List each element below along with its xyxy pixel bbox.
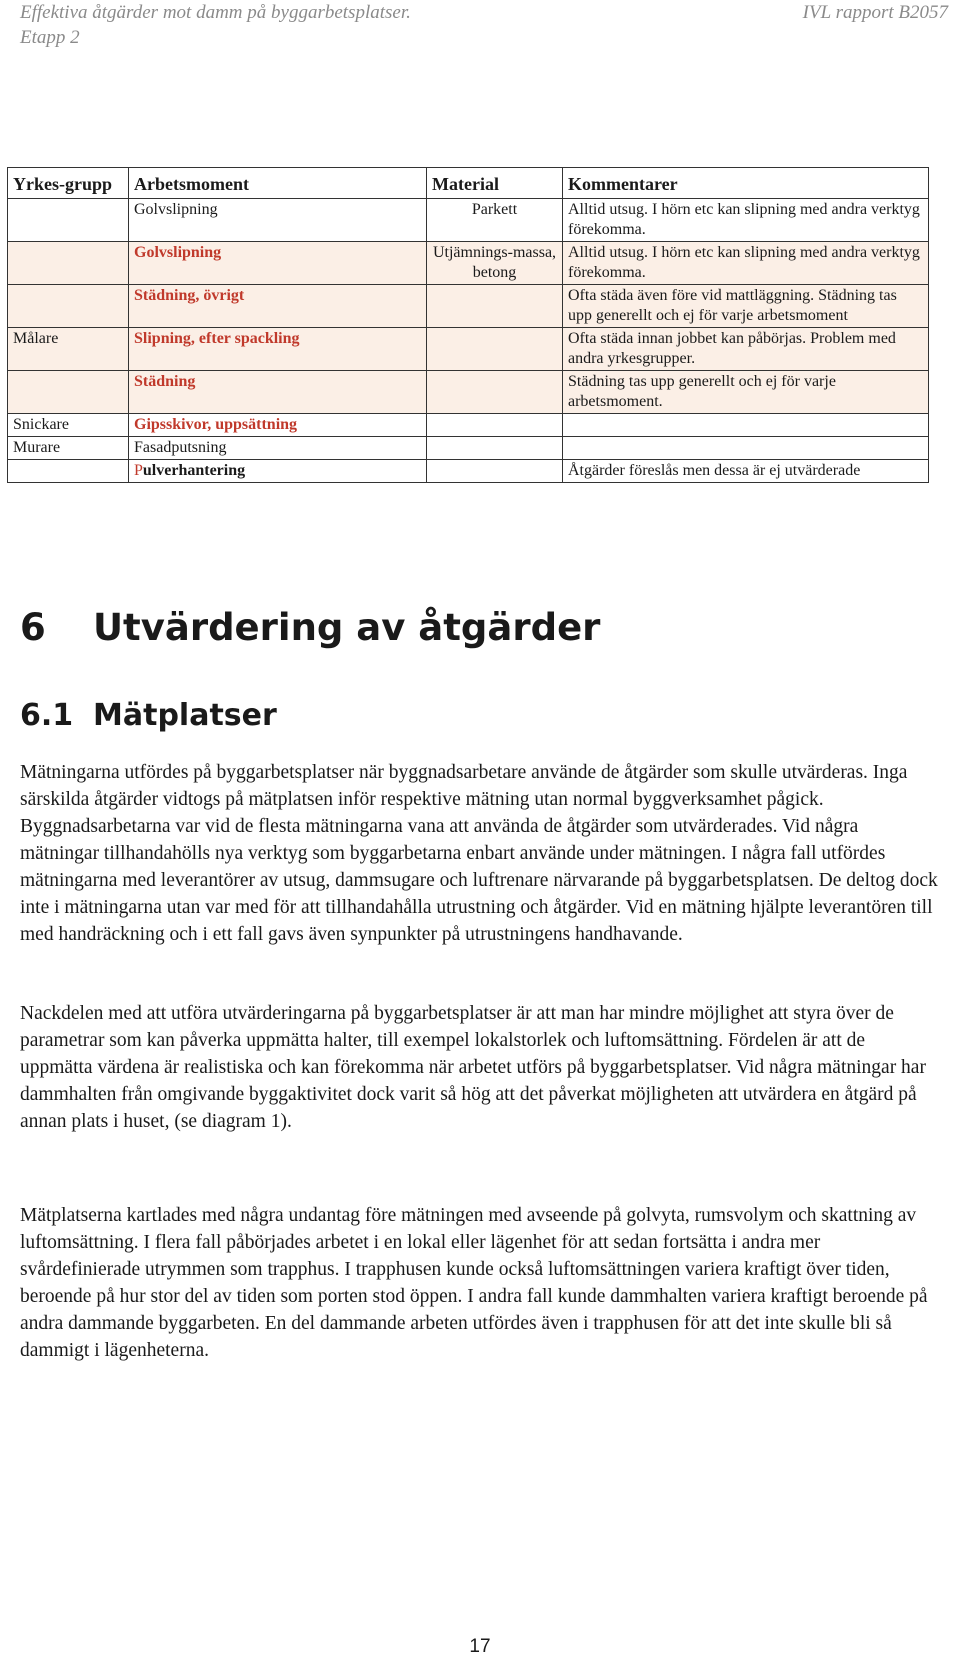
column-header-comment: Kommentarer: [563, 168, 929, 199]
table-row: [8, 460, 929, 483]
cell-comment: Alltid utsug. I hörn etc kan slipning med andra verktyg förekomma.: [563, 199, 929, 242]
column-header-group: Yrkes-grupp: [8, 168, 129, 199]
table-row: [8, 328, 929, 371]
cell-material: [427, 437, 563, 460]
cell-task: Städning: [129, 371, 427, 414]
header-subtitle: Etapp 2: [20, 27, 80, 48]
table-row: [8, 414, 929, 437]
cell-group: [8, 199, 129, 242]
cell-comment: Ofta städa även före vid mattläggning. Städning tas upp generellt och ej för varje arbetsmoment: [563, 285, 929, 328]
cell-comment: Åtgärder föreslås men dessa är ej utvärderade: [563, 460, 929, 483]
cell-task: Gipsskivor, uppsättning: [129, 414, 427, 437]
cell-comment: Alltid utsug. I hörn etc kan slipning med andra verktyg förekomma.: [563, 242, 929, 285]
table-row: [8, 437, 929, 460]
cell-task: Golvslipning: [129, 242, 427, 285]
cell-group: [8, 371, 129, 414]
cell-material: [427, 328, 563, 371]
table-row: [8, 199, 929, 242]
cell-material: Parkett: [427, 199, 563, 242]
cell-group: Målare: [8, 328, 129, 371]
cell-group: [8, 460, 129, 483]
subsection-heading: [20, 697, 277, 735]
page-number: 17: [469, 1636, 491, 1657]
task-rest: ulverhantering: [142, 462, 246, 479]
cell-material: [427, 285, 563, 328]
section-heading: [20, 605, 600, 651]
cell-task: Slipning, efter spackling: [129, 328, 427, 371]
cell-group: [8, 285, 129, 328]
cell-task: Golvslipning: [129, 199, 427, 242]
column-header-material: Material: [427, 168, 563, 199]
cell-group: Snickare: [8, 414, 129, 437]
column-header-task: Arbetsmoment: [129, 168, 427, 199]
cell-material: [427, 371, 563, 414]
table-row: [8, 371, 929, 414]
task-first-letter: P: [134, 462, 143, 479]
table-row: [8, 242, 929, 285]
cell-task: [129, 460, 427, 483]
cell-group: [8, 242, 129, 285]
running-header-left: [20, 0, 411, 50]
cell-task: Städning, övrigt: [129, 285, 427, 328]
cell-comment: Ofta städa innan jobbet kan påbörjas. Problem med andra yrkesgrupper.: [563, 328, 929, 371]
cell-task: Fasadputsning: [129, 437, 427, 460]
subsection-number: 6.1: [20, 698, 74, 733]
header-report-id: IVL rapport B2057: [802, 2, 948, 23]
cell-material: [427, 460, 563, 483]
table-header-row: [8, 168, 929, 199]
cell-comment: [563, 437, 929, 460]
cell-comment: [563, 414, 929, 437]
cell-group: Murare: [8, 437, 129, 460]
table-row: [8, 285, 929, 328]
section-title: Utvärdering av åtgärder: [93, 606, 601, 649]
body-paragraph: Mätplatserna kartlades med några undantag före mätningen med avseende på golvyta, rumsvolym och skattning av luftomsättning. I flera fall påbörjades arbetet i en lokal eller lägenhet för att sedan fortsätta i andra mer svårdefinierade utrymmen som trapphus. I trapphusen kunde också luftomsättningen variera kraftigt över tiden, beroende på hur stor del av tiden som porten stod öppen. I andra fall kunde dammhalten variera kraftigt beroende på andra dammande byggarbeten. En del dammande arbeten utfördes även i trapphusen för att det inte skulle bli så dammigt i lägenheterna.: [20, 1205, 928, 1361]
body-paragraph: Mätningarna utfördes på byggarbetsplatser när byggnadsarbetare använde de åtgärder som skulle utvärderas. Inga särskilda åtgärder vidtogs på mätplatsen inför respektive mätning utan normal byggverksamhet pågick. Byggnadsarbetarna var vid de flesta mätningarna vana att använda de åtgärder som utvärderades. Vid några mätningar tillhandahölls nya verktyg som byggarbetarna enbart använde under mätningen. I några fall utfördes mätningarna med leverantörer av utsug, dammsugare och luftrenare närvarande på byggarbetsplatsen. De deltog dock inte i mätningarna utan var med för att tillhandahålla utrustning och åtgärder. Vid en mätning hjälpte leverantören till med handräckning och i ett fall gavs även synpunkter på utrustningens handhavande.: [20, 762, 938, 945]
subsection-title: Mätplatser: [93, 698, 277, 733]
work-tasks-table: [7, 167, 929, 483]
body-paragraph: Nackdelen med att utföra utvärderingarna på byggarbetsplatser är att man har mindre möjlighet att styra över de parametrar som kan påverka uppmätta halter, till exempel lokalstorlek och luftomsättning. Fördelen är att de uppmätta värdena är realistiska och kan förekomma när arbetet utförs på byggarbetsplatser. Vid några mätningar har dammhalten från omgivande byggaktivitet dock varit så hög att det påverkat möjligheten att utvärdera en åtgärd på annan plats i huset, (se diagram 1).: [20, 1003, 926, 1132]
header-title: Effektiva åtgärder mot damm på byggarbetsplatser.: [20, 2, 411, 23]
cell-material: Utjämnings-massa, betong: [427, 242, 563, 285]
section-number: 6: [20, 606, 46, 649]
cell-material: [427, 414, 563, 437]
cell-comment: Städning tas upp generellt och ej för varje arbetsmoment.: [563, 371, 929, 414]
